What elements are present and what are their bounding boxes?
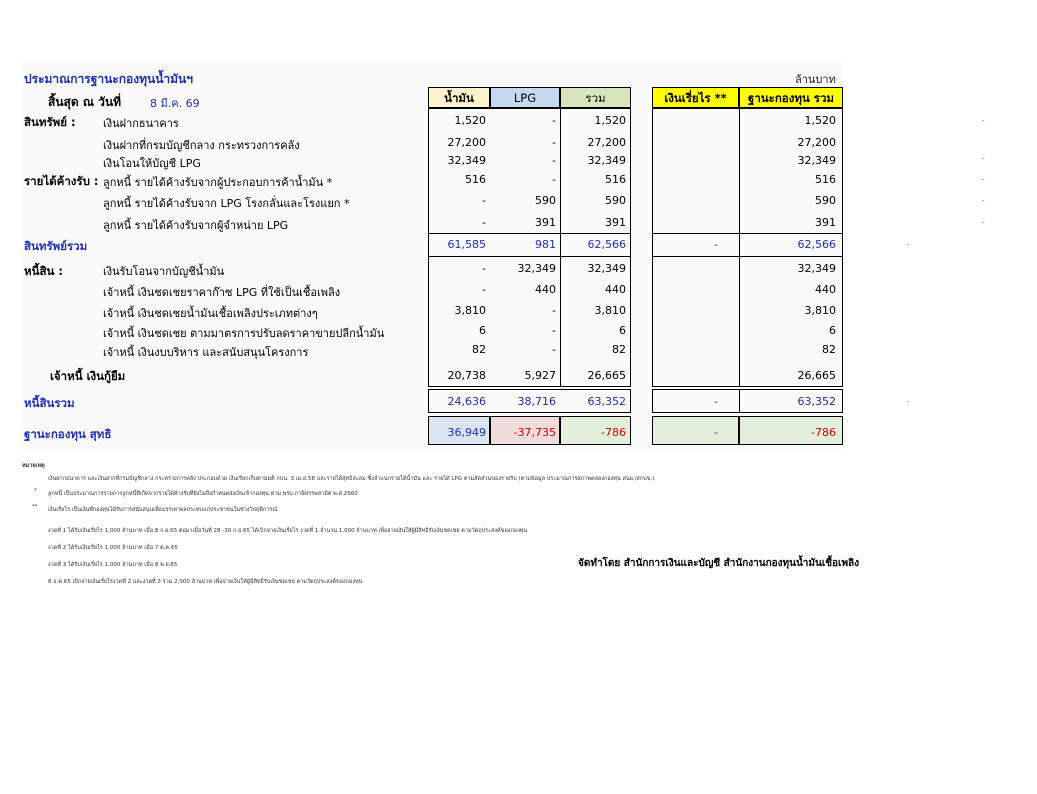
- side-mark: -: [982, 176, 985, 184]
- net-position-lpg: -37,735: [513, 426, 556, 439]
- receivable-row-label: ลูกหนี้ รายได้ค้างรับจาก LPG โรงกลั่นและโรงแยก *: [103, 197, 350, 210]
- side-mark: -: [982, 219, 985, 227]
- asset-row-label: เงินโอนให้บัญชี LPG: [103, 157, 201, 170]
- asset-row-oil: 27,200: [447, 136, 486, 149]
- liability-row-label: เจ้าหนี้ เงินชดเชยราคาก๊าซ LPG ที่ใช้เป็นเชื้อเพลิง: [103, 286, 341, 299]
- receivable-row-fund: 391: [815, 216, 836, 229]
- asset-row-lpg: -: [552, 136, 556, 149]
- side-mark: -: [907, 241, 910, 249]
- asset-row-fund: 27,200: [797, 136, 836, 149]
- receivable-row-lpg: -: [552, 173, 556, 186]
- separator-liabilities-fund: [652, 256, 843, 257]
- separator-liabilities: [428, 256, 631, 257]
- asset-row-total: 32,349: [587, 154, 626, 167]
- liability-row-total: 3,810: [594, 304, 626, 317]
- liability-row-total: 440: [605, 283, 626, 296]
- note-line: งวดที่ 3 ได้รับเงินเรี่ยไร 1,000 ล้านบาท เมื่อ 8 พ.ย.65: [48, 562, 178, 568]
- unit-label: ล้านบาท: [795, 73, 836, 86]
- receivable-row-total: 516: [605, 173, 626, 186]
- receivable-row-lpg: 391: [535, 216, 556, 229]
- liability-row-total: 32,349: [587, 262, 626, 275]
- receivable-row-total: 391: [605, 216, 626, 229]
- liability-row-label: เงินรับโอนจากบัญชีน้ำมัน: [103, 265, 225, 278]
- liability-row-fund: 6: [829, 324, 836, 337]
- net-position-total: -786: [601, 426, 626, 439]
- receivable-row-oil: -: [482, 194, 486, 207]
- column-header-fund-total: ฐานะกองทุน รวม: [739, 87, 843, 108]
- asset-row-label: เงินฝากที่กรมบัญชีกลาง กระทรวงการคลัง: [103, 139, 300, 152]
- notes-heading: หมายเหตุ: [22, 463, 45, 469]
- liability-row-lpg: -: [552, 304, 556, 317]
- total-assets-lpg: 981: [535, 238, 556, 251]
- total-assets-label: สินทรัพย์รวม: [24, 239, 88, 253]
- loans-lpg: 5,927: [524, 369, 556, 382]
- page-title: ประมาณการฐานะกองทุนน้ำมันฯ: [24, 72, 193, 86]
- side-mark: -: [982, 155, 985, 163]
- loans-label: เจ้าหนี้ เงินกู้ยืม: [50, 369, 126, 383]
- liability-row-fund: 32,349: [797, 262, 836, 275]
- column-header-total: รวม: [560, 87, 631, 108]
- total-assets-loan: -: [714, 238, 718, 251]
- liability-row-fund: 82: [822, 343, 836, 356]
- liability-row-oil: 82: [472, 343, 486, 356]
- total-liabilities-label: หนี้สินรวม: [24, 396, 75, 410]
- period-label: สิ้นสุด ณ วันที่: [48, 95, 121, 109]
- liability-row-label: เจ้าหนี้ เงินงบบริหาร และสนับสนุนโครงการ: [103, 346, 309, 359]
- note-line: งวดที่ 1 ได้รับเงินเรี่ยไร 1,000 ล้านบาท เมื่อ 8 ก.ย.65 ต่อมาเมื่อวันที่ 28 -30 ก.ย.65 ได้เบิกจ่ายเงินเรี่ยไร งวดที่ 1 จำนวน 1,000 ล้านบาท เพื่อจ่ายเงินให้ผู้มีสิทธิรับเงินชดเชย ตามวัตถุประสงค์ของกองทุน: [48, 528, 528, 534]
- column-header-loan: เงินเรี่ยไร **: [652, 87, 739, 108]
- total-liabilities-fund-divider: [739, 389, 740, 413]
- loans-oil: 20,738: [447, 369, 486, 382]
- asset-row-total: 27,200: [587, 136, 626, 149]
- liability-row-fund: 440: [815, 283, 836, 296]
- note-mark: **: [32, 504, 38, 510]
- side-mark: -: [907, 398, 910, 406]
- column-header-lpg: LPG: [490, 87, 560, 108]
- liability-row-fund: 3,810: [804, 304, 836, 317]
- liability-row-oil: 6: [479, 324, 486, 337]
- asset-row-lpg: -: [552, 154, 556, 167]
- fund-column-divider: [739, 108, 740, 387]
- liability-row-label: เจ้าหนี้ เงินชดเชย ตามมาตรการปรับลดราคาขายปลีกน้ำมัน: [103, 327, 385, 340]
- prepared-by: จัดทำโดย สำนักการเงินและบัญชี สำนักงานกองทุนน้ำมันเชื้อเพลิง: [578, 558, 860, 569]
- note-line: 8 ธ.ค.65 เบิกจ่ายเงินเรี่ยไรงวดที่ 2 และงวดที่ 3 รวม 2,000 ล้านบาท เพื่อจ่ายเงินให้ผู้มีสิทธิรับเงินชดเชย ตามวัตถุประสงค์ของกองทุน: [48, 579, 363, 585]
- liability-row-oil: -: [482, 283, 486, 296]
- liability-row-total: 82: [612, 343, 626, 356]
- liability-row-oil: -: [482, 262, 486, 275]
- net-position-loan: -: [714, 426, 718, 439]
- liability-row-lpg: 440: [535, 283, 556, 296]
- asset-row-lpg: -: [552, 114, 556, 127]
- receivable-row-fund: 516: [815, 173, 836, 186]
- asset-row-total: 1,520: [594, 114, 626, 127]
- side-mark: -: [982, 197, 985, 205]
- receivable-row-fund: 590: [815, 194, 836, 207]
- liability-row-total: 6: [619, 324, 626, 337]
- asset-row-label: เงินฝากธนาคาร: [103, 117, 179, 130]
- total-liabilities-loan: -: [714, 395, 718, 408]
- asset-row-fund: 32,349: [797, 154, 836, 167]
- side-mark: -: [982, 117, 985, 125]
- net-position-fund: -786: [811, 426, 836, 439]
- note-mark: *: [34, 488, 37, 494]
- total-liabilities-oil: 24,636: [447, 395, 486, 408]
- liability-row-oil: 3,810: [454, 304, 486, 317]
- asset-row-fund: 1,520: [804, 114, 836, 127]
- period-date: 8 มี.ค. 69: [150, 97, 200, 110]
- total-liabilities-total: 63,352: [587, 395, 626, 408]
- total-liabilities-fund: 63,352: [797, 395, 836, 408]
- separator-assets: [428, 233, 631, 234]
- liabilities-label: หนี้สิน :: [24, 264, 63, 278]
- liability-row-label: เจ้าหนี้ เงินชดเชยน้ำมันเชื้อเพลิงประเภทต่างๆ: [103, 307, 318, 320]
- column-header-oil: น้ำมัน: [428, 87, 490, 108]
- receivable-row-total: 590: [605, 194, 626, 207]
- receivable-row-label: ลูกหนี้ รายได้ค้างรับจากผู้จำหน่าย LPG: [103, 219, 289, 232]
- separator-assets-fund: [652, 233, 843, 234]
- liability-row-lpg: -: [552, 343, 556, 356]
- note-line: เงินเรี่ยไร เป็นเงินที่กองทุนได้รับการสนับสนุนเพื่อบรรเทาผลกระทบแก่ประชาชนในช่วงวิกฤติการณ์: [48, 507, 278, 513]
- total-assets-total: 62,566: [587, 238, 626, 251]
- receivable-row-label: ลูกหนี้ รายได้ค้างรับจากผู้ประกอบการค้าน้ำมัน *: [103, 176, 333, 189]
- receivable-row-lpg: 590: [535, 194, 556, 207]
- total-assets-oil: 61,585: [447, 238, 486, 251]
- note-line: งวดที่ 2 ได้รับเงินเรี่ยไร 1,000 ล้านบาท เมื่อ 7 ต.ค.65: [48, 545, 178, 551]
- total-liabilities-lpg: 38,716: [517, 395, 556, 408]
- loans-total: 26,665: [587, 369, 626, 382]
- asset-row-oil: 1,520: [454, 114, 486, 127]
- note-line: ลูกหนี้ เป็นประมาณการรายการลูกหนี้ที่เกิดจากรายได้ค้างรับที่ยังไม่ถึงกำหนดส่งเงินเข้ากองทุน ตาม พรบ.ภาษีสรรพสามิต พ.ศ.2560: [48, 491, 358, 497]
- note-line: เงินฝากธนาคาร และเงินฝากที่กรมบัญชีกลาง กระทรวงการคลัง ประกอบด้วย เงินเรียกเก็บตามมติ กบน. 3 เม.ย.58 และรายได้สุทธิสะสม ซึ่งจำแนกรายได้น้ำมัน และ รายได้ LPG ตามสัดส่วนของรายรับ (ตามข้อมูล ประมาณการสภาพคล่องกองทุน สนผ./สกบข.): [48, 476, 655, 482]
- net-position-oil: 36,949: [447, 426, 486, 439]
- receivables-label: รายได้ค้างรับ :: [24, 174, 99, 188]
- liability-row-lpg: -: [552, 324, 556, 337]
- net-position-label: ฐานะกองทุน สุทธิ: [24, 427, 112, 441]
- assets-label: สินทรัพย์ :: [24, 115, 76, 129]
- total-assets-fund: 62,566: [797, 238, 836, 251]
- liability-row-lpg: 32,349: [517, 262, 556, 275]
- receivable-row-oil: -: [482, 216, 486, 229]
- asset-row-oil: 32,349: [447, 154, 486, 167]
- receivable-row-oil: 516: [465, 173, 486, 186]
- loans-fund: 26,665: [797, 369, 836, 382]
